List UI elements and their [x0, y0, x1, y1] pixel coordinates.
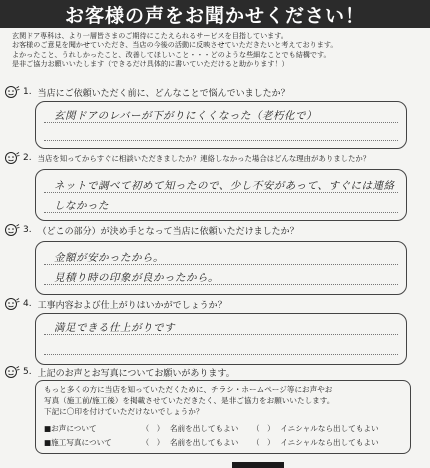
question-text: 上記のお声とお写真についてお願いがあります。: [37, 368, 235, 379]
face-icon: [4, 223, 20, 237]
checkbox-initial-voice[interactable]: （ ）: [251, 424, 275, 433]
option-label: イニシャルなら出してもよい: [280, 438, 379, 447]
question-number: 5.: [23, 367, 32, 377]
consent-text: 下記に〇印を付けていただけないでしょうか？: [44, 407, 204, 416]
face-icon: [4, 365, 20, 379]
face-icon: [4, 151, 20, 165]
consent-label: ■お声について: [44, 424, 97, 433]
page-title: お客様の声をお聞かせください！: [0, 0, 430, 28]
consent-text: 写真（施工前/施工後）を掲載させていただきたく、是非ご協力をお願いいたします。: [44, 396, 335, 405]
question-text: 当店を知ってからすぐに相談いただきましたか？連絡しなかった場合はどんな理由がありましたか？: [37, 153, 371, 163]
question-3-heading: [4, 222, 428, 238]
question-text: 当店にご依頼いただく前に、どんなことで悩んでいましたか？: [37, 88, 290, 99]
option-label: イニシャルなら出してもよい: [280, 424, 379, 433]
face-icon: [4, 85, 20, 99]
intro-text: [12, 31, 428, 68]
question-1-heading: [4, 84, 428, 100]
intro-line: 玄関ドア専科は、より一層皆さまのご期待にこたえられるサービスを目指しています。: [12, 31, 288, 40]
checkbox-name-photo[interactable]: （ ）: [141, 438, 165, 447]
handwritten-answer: ネットで調べて初めて知ったので、少し不安があって、すぐには連絡: [54, 180, 395, 192]
handwritten-answer: 玄関ドアのレバーが下がりにくくなった（老朽化で）: [54, 110, 317, 122]
question-2-heading: [4, 150, 428, 166]
intro-line: 是非ご協力お願いいたします（できるだけ具体的に書いていただけると助かります！）: [12, 58, 289, 68]
intro-line: お客様のご意見を聞かせていただき、当店の今後の活動に反映させていただきたいと考えております。: [12, 40, 338, 50]
intro-line: よかったこと、うれしかったこと、改善してほしいこと・・・どのような些細なことでも結構です。: [12, 49, 331, 59]
consent-label: ■施工写真について: [44, 438, 112, 447]
footer-mark: [232, 462, 284, 468]
handwritten-answer: 満足できる仕上がりです: [54, 322, 175, 334]
checkbox-name-voice[interactable]: （ ）: [141, 424, 165, 433]
question-number: 1.: [23, 87, 32, 97]
option-label: 名前を出してもよい: [170, 424, 239, 433]
handwritten-answer: 見積り時の印象が良かったから。: [54, 272, 219, 284]
answer-box-3: [35, 241, 407, 295]
face-icon: [4, 297, 20, 311]
answer-box-2: [35, 169, 407, 221]
handwritten-answer: 金額が安かったから。: [54, 252, 164, 264]
consent-row-voice: [44, 423, 379, 434]
question-text: 工事内容および仕上がりはいかがでしょうか？: [37, 300, 227, 311]
question-5-heading: [4, 364, 428, 380]
consent-row-photo: [44, 437, 379, 448]
consent-box: [35, 380, 411, 454]
question-number: 3.: [23, 225, 32, 235]
option-label: 名前を出してもよい: [170, 438, 239, 447]
consent-text: もっと多くの方に当店を知っていただくために、チラシ・ホームページ等にお声やお: [44, 385, 333, 394]
answer-box-4: [35, 313, 407, 365]
question-text: （どこの部分）が決め手となって当店に依頼いただけましたか？: [37, 226, 299, 237]
answer-box-1: [35, 101, 407, 149]
handwritten-answer: しなかった: [54, 200, 109, 212]
question-4-heading: [4, 296, 428, 312]
question-number: 2.: [23, 153, 32, 163]
checkbox-initial-photo[interactable]: （ ）: [251, 438, 275, 447]
question-number: 4.: [23, 299, 32, 309]
